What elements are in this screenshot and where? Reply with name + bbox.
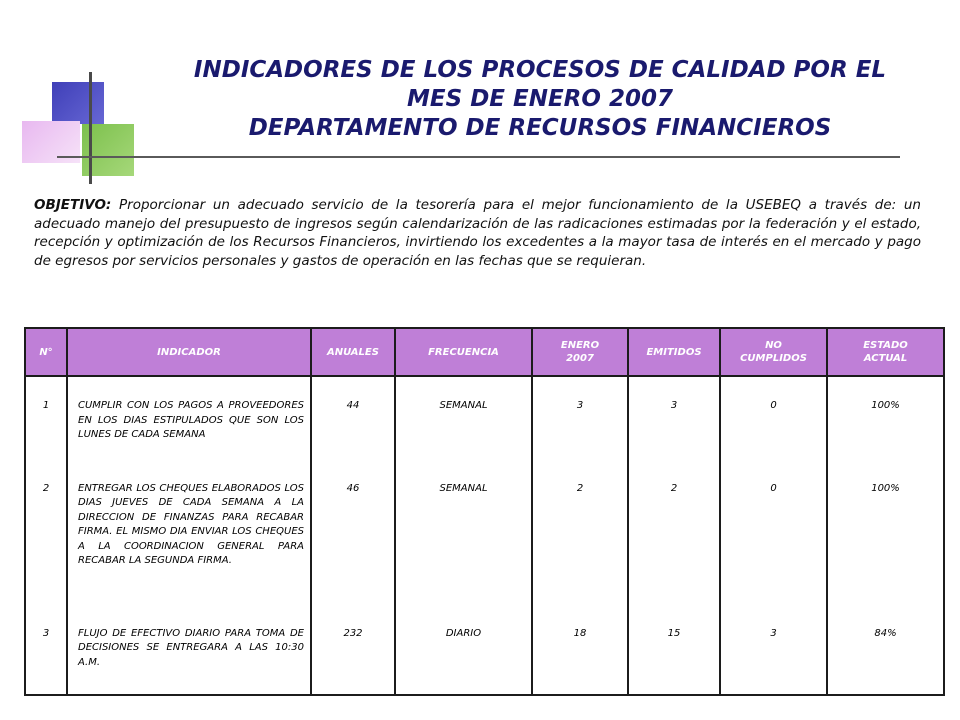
cell-month: 18 <box>532 625 628 695</box>
header-annual: ANUALES <box>311 328 395 376</box>
cell-month: 3 <box>532 376 628 472</box>
cell-frequency: SEMANAL <box>395 472 532 625</box>
header-issued: EMITIDOS <box>628 328 720 376</box>
header-frequency: FRECUENCIA <box>395 328 532 376</box>
header-status <box>827 328 944 376</box>
cell-frequency: DIARIO <box>395 625 532 695</box>
decor-vertical-line <box>89 72 92 184</box>
cell-unmet: 0 <box>720 472 827 625</box>
header-num: N° <box>25 328 67 376</box>
cell-num: 1 <box>25 376 67 472</box>
table-row <box>25 472 944 625</box>
cell-status: 100% <box>827 376 944 472</box>
cell-unmet: 3 <box>720 625 827 695</box>
header-month <box>532 328 628 376</box>
decor-blue-square <box>52 82 104 124</box>
header-unmet-l2: CUMPLIDOS <box>740 353 807 364</box>
cell-annual: 44 <box>311 376 395 472</box>
table-row <box>25 625 944 695</box>
table-header-row <box>25 328 944 376</box>
cell-indicator: ENTREGAR LOS CHEQUES ELABORADOS LOS DIAS JUEVES DE CADA SEMANA A LA DIRECCION DE FINANZAS PARA RECABAR FIRMA. EL MISMO DIA ENVIAR LOS CHEQUES A LA COORDINACION GENERAL PARA RECABAR LA SEGUNDA FIRMA. <box>67 472 311 625</box>
objective-label: OBJETIVO: <box>34 197 112 213</box>
decor-horizontal-line <box>57 156 900 158</box>
cell-annual: 232 <box>311 625 395 695</box>
header-indicator: INDICADOR <box>67 328 311 376</box>
cell-indicator: CUMPLIR CON LOS PAGOS A PROVEEDORES EN LOS DIAS ESTIPULADOS QUE SON LOS LUNES DE CADA SEMANA <box>67 376 311 472</box>
title-line-1: INDICADORES DE LOS PROCESOS DE CALIDAD POR EL <box>193 57 887 83</box>
header-unmet-l1: NO <box>765 340 782 351</box>
title-line-3: DEPARTAMENTO DE RECURSOS FINANCIEROS <box>248 115 832 141</box>
objective-text: Proporcionar un adecuado servicio de la tesorería para el mejor funcionamiento de la USEBEQ a través de: un adecuado manejo del presupuesto de ingresos según calendarización de las radicaciones estimadas por la federación y el estado, recepción y optimización de los Recursos Financieros, invirtiendo los excedentes a la mayor tasa de interés en el mercado y pago de egresos por servicios personales y gastos de operación en las fechas que se requieran. <box>34 197 921 269</box>
header-unmet <box>720 328 827 376</box>
cell-frequency: SEMANAL <box>395 376 532 472</box>
cell-issued: 3 <box>628 376 720 472</box>
indicators-table <box>24 327 945 696</box>
cell-month: 2 <box>532 472 628 625</box>
cell-issued: 2 <box>628 472 720 625</box>
cell-annual: 46 <box>311 472 395 625</box>
cell-status: 100% <box>827 472 944 625</box>
header-status-l1: ESTADO <box>863 340 908 351</box>
cell-num: 2 <box>25 472 67 625</box>
objective-paragraph <box>34 196 921 270</box>
header-month-l1: ENERO <box>560 340 600 351</box>
header-status-l2: ACTUAL <box>863 353 908 364</box>
cell-status: 84% <box>827 625 944 695</box>
title-line-2: MES DE ENERO 2007 <box>407 86 673 112</box>
cell-indicator: FLUJO DE EFECTIVO DIARIO PARA TOMA DE DECISIONES SE ENTREGARA A LAS 10:30 A.M. <box>67 625 311 695</box>
page-title <box>100 56 960 143</box>
cell-num: 3 <box>25 625 67 695</box>
cell-unmet: 0 <box>720 376 827 472</box>
cell-issued: 15 <box>628 625 720 695</box>
header-month-l2: 2007 <box>566 353 594 364</box>
table-row <box>25 376 944 472</box>
